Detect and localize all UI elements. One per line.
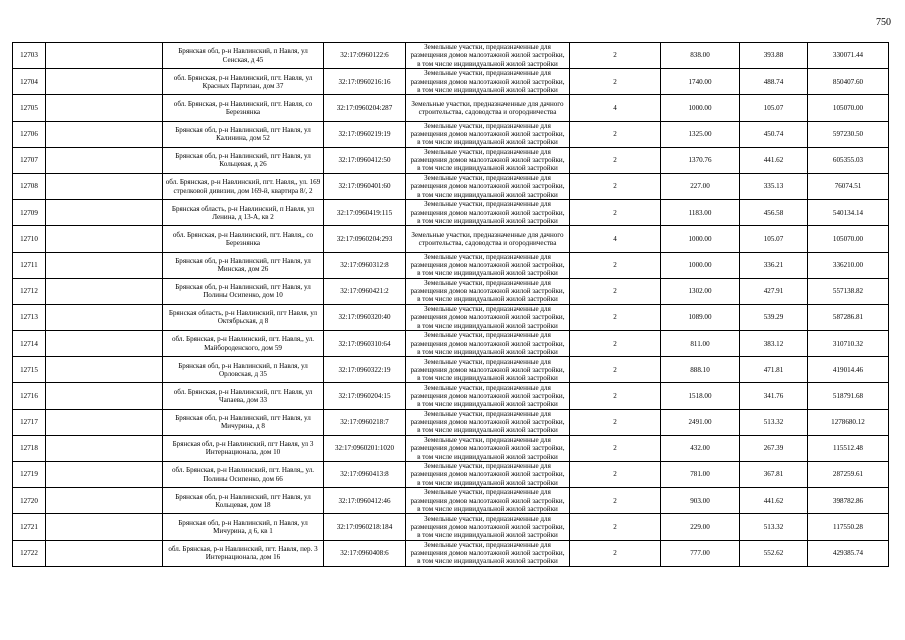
cadastral-value-cell: 1278680.12 bbox=[808, 409, 889, 435]
land-purpose-cell: Земельные участки, предназначенные для размещения домов малоэтажной жилой застройки, в том числе индивидуальной жилой застройки bbox=[406, 69, 570, 95]
page-number: 750 bbox=[876, 17, 891, 28]
table-body bbox=[13, 43, 889, 567]
blank-cell bbox=[46, 95, 163, 121]
land-purpose-cell: Земельные участки, предназначенные для размещения домов малоэтажной жилой застройки, в том числе индивидуальной жилой застройки bbox=[406, 278, 570, 304]
specific-value-cell: 335.13 bbox=[740, 173, 808, 199]
specific-value-cell: 105.07 bbox=[740, 226, 808, 252]
land-purpose-cell: Земельные участки, предназначенные для размещения домов малоэтажной жилой застройки, в том числе индивидуальной жилой застройки bbox=[406, 252, 570, 278]
cadastral-number-cell: 32:17:0960320:40 bbox=[324, 304, 406, 330]
address-cell: Брянская обл, р-н Навлинский, пгт Навля, ул 3 Интернационала, дом 10 bbox=[163, 435, 324, 461]
row-number: 12720 bbox=[13, 488, 46, 514]
cadastral-number-cell: 32:17:0960218:184 bbox=[324, 514, 406, 540]
cadastral-value-cell: 557138.82 bbox=[808, 278, 889, 304]
row-number: 12710 bbox=[13, 226, 46, 252]
land-purpose-cell: Земельные участки, предназначенные для размещения домов малоэтажной жилой застройки, в том числе индивидуальной жилой застройки bbox=[406, 173, 570, 199]
area-cell: 1370.76 bbox=[661, 147, 740, 173]
blank-cell bbox=[46, 69, 163, 95]
blank-cell bbox=[46, 226, 163, 252]
address-cell: Брянская обл, р-н Навлинский, п Навля, ул Орловская, д 35 bbox=[163, 357, 324, 383]
land-purpose-cell: Земельные участки, предназначенные для размещения домов малоэтажной жилой застройки, в том числе индивидуальной жилой застройки bbox=[406, 121, 570, 147]
table-row bbox=[13, 514, 889, 540]
group-cell: 2 bbox=[570, 278, 661, 304]
table-row bbox=[13, 69, 889, 95]
land-purpose-cell: Земельные участки, предназначенные для размещения домов малоэтажной жилой застройки, в том числе индивидуальной жилой застройки bbox=[406, 331, 570, 357]
row-number: 12715 bbox=[13, 357, 46, 383]
area-cell: 811.00 bbox=[661, 331, 740, 357]
row-number: 12709 bbox=[13, 200, 46, 226]
table-row bbox=[13, 200, 889, 226]
group-cell: 2 bbox=[570, 43, 661, 69]
area-cell: 1183.00 bbox=[661, 200, 740, 226]
blank-cell bbox=[46, 488, 163, 514]
area-cell: 1089.00 bbox=[661, 304, 740, 330]
cadastral-value-cell: 105070.00 bbox=[808, 95, 889, 121]
table-row bbox=[13, 540, 889, 566]
table-row bbox=[13, 462, 889, 488]
group-cell: 2 bbox=[570, 200, 661, 226]
cadastral-value-cell: 419014.46 bbox=[808, 357, 889, 383]
table-row bbox=[13, 252, 889, 278]
cadastral-number-cell: 32:17:0960122:6 bbox=[324, 43, 406, 69]
blank-cell bbox=[46, 173, 163, 199]
address-cell: обл. Брянская, р-н Навлинский, пгт. Навля, ул Чапаева, дом 33 bbox=[163, 383, 324, 409]
cadastral-value-cell: 336210.00 bbox=[808, 252, 889, 278]
area-cell: 2491.00 bbox=[661, 409, 740, 435]
area-cell: 227.00 bbox=[661, 173, 740, 199]
land-purpose-cell: Земельные участки, предназначенные для размещения домов малоэтажной жилой застройки, в том числе индивидуальной жилой застройки bbox=[406, 200, 570, 226]
group-cell: 4 bbox=[570, 226, 661, 252]
group-cell: 2 bbox=[570, 409, 661, 435]
row-number: 12721 bbox=[13, 514, 46, 540]
cadastral-value-cell: 850407.60 bbox=[808, 69, 889, 95]
blank-cell bbox=[46, 252, 163, 278]
area-cell: 903.00 bbox=[661, 488, 740, 514]
blank-cell bbox=[46, 331, 163, 357]
area-cell: 1000.00 bbox=[661, 252, 740, 278]
area-cell: 1000.00 bbox=[661, 95, 740, 121]
land-purpose-cell: Земельные участки, предназначенные для размещения домов малоэтажной жилой застройки, в том числе индивидуальной жилой застройки bbox=[406, 383, 570, 409]
address-cell: обл. Брянская, р-н Навлинский, пгт. Навля,, ул. 169 стрелковой дивизии, дом 169-й, квартира 8/, 2 bbox=[163, 173, 324, 199]
cadastral-number-cell: 32:17:0960204:287 bbox=[324, 95, 406, 121]
land-purpose-cell: Земельные участки, предназначенные для дачного строительства, садоводства и огородничества bbox=[406, 226, 570, 252]
blank-cell bbox=[46, 278, 163, 304]
specific-value-cell: 471.81 bbox=[740, 357, 808, 383]
cadastral-value-cell: 76074.51 bbox=[808, 173, 889, 199]
area-cell: 1518.00 bbox=[661, 383, 740, 409]
cadastral-value-cell: 330071.44 bbox=[808, 43, 889, 69]
row-number: 12718 bbox=[13, 435, 46, 461]
address-cell: Брянская область, р-н Навлинский, пгт Навля, ул Октябрьская, д 8 bbox=[163, 304, 324, 330]
specific-value-cell: 393.88 bbox=[740, 43, 808, 69]
cadastral-value-cell: 115512.48 bbox=[808, 435, 889, 461]
blank-cell bbox=[46, 304, 163, 330]
cadastral-number-cell: 32:17:0960201:1020 bbox=[324, 435, 406, 461]
cadastral-number-cell: 32:17:0960216:16 bbox=[324, 69, 406, 95]
blank-cell bbox=[46, 200, 163, 226]
address-cell: Брянская обл, р-н Навлинский, п Навля, ул Сенская, д 45 bbox=[163, 43, 324, 69]
table-row bbox=[13, 304, 889, 330]
area-cell: 777.00 bbox=[661, 540, 740, 566]
cadastral-number-cell: 32:17:0960204:15 bbox=[324, 383, 406, 409]
cadastral-number-cell: 32:17:0960218:7 bbox=[324, 409, 406, 435]
specific-value-cell: 539.29 bbox=[740, 304, 808, 330]
cadastral-number-cell: 32:17:0960408:6 bbox=[324, 540, 406, 566]
blank-cell bbox=[46, 357, 163, 383]
group-cell: 2 bbox=[570, 304, 661, 330]
specific-value-cell: 367.81 bbox=[740, 462, 808, 488]
cadastral-value-cell: 518791.68 bbox=[808, 383, 889, 409]
blank-cell bbox=[46, 147, 163, 173]
table-row bbox=[13, 357, 889, 383]
cadastral-value-cell: 540134.14 bbox=[808, 200, 889, 226]
address-cell: обл. Брянская, р-н Навлинский, пгт. Навля, со Березнянка bbox=[163, 95, 324, 121]
group-cell: 2 bbox=[570, 514, 661, 540]
cadastral-value-cell: 429385.74 bbox=[808, 540, 889, 566]
land-purpose-cell: Земельные участки, предназначенные для размещения домов малоэтажной жилой застройки, в том числе индивидуальной жилой застройки bbox=[406, 147, 570, 173]
table-row bbox=[13, 95, 889, 121]
table-row bbox=[13, 488, 889, 514]
land-purpose-cell: Земельные участки, предназначенные для размещения домов малоэтажной жилой застройки, в том числе индивидуальной жилой застройки bbox=[406, 357, 570, 383]
address-cell: обл. Брянская, р-н Навлинский, пгт. Навля, ул Красных Партизан, дом 37 bbox=[163, 69, 324, 95]
specific-value-cell: 441.62 bbox=[740, 488, 808, 514]
specific-value-cell: 383.12 bbox=[740, 331, 808, 357]
blank-cell bbox=[46, 514, 163, 540]
cadastral-value-cell: 597230.50 bbox=[808, 121, 889, 147]
row-number: 12703 bbox=[13, 43, 46, 69]
area-cell: 1000.00 bbox=[661, 226, 740, 252]
table-row bbox=[13, 409, 889, 435]
cadastral-number-cell: 32:17:0960401:60 bbox=[324, 173, 406, 199]
address-cell: обл. Брянская, р-н Навлинский, пгт. Навля,, со Березнянка bbox=[163, 226, 324, 252]
cadastral-number-cell: 32:17:0960322:19 bbox=[324, 357, 406, 383]
group-cell: 2 bbox=[570, 121, 661, 147]
group-cell: 2 bbox=[570, 383, 661, 409]
cadastral-number-cell: 32:17:0960412:50 bbox=[324, 147, 406, 173]
land-purpose-cell: Земельные участки, предназначенные для размещения домов малоэтажной жилой застройки, в том числе индивидуальной жилой застройки bbox=[406, 540, 570, 566]
blank-cell bbox=[46, 383, 163, 409]
specific-value-cell: 450.74 bbox=[740, 121, 808, 147]
cadastral-value-cell: 105070.00 bbox=[808, 226, 889, 252]
table-row bbox=[13, 331, 889, 357]
table-row bbox=[13, 278, 889, 304]
area-cell: 1740.00 bbox=[661, 69, 740, 95]
land-purpose-cell: Земельные участки, предназначенные для дачного строительства, садоводства и огородничества bbox=[406, 95, 570, 121]
cadastral-value-cell: 398782.86 bbox=[808, 488, 889, 514]
specific-value-cell: 513.32 bbox=[740, 514, 808, 540]
row-number: 12713 bbox=[13, 304, 46, 330]
address-cell: Брянская обл, р-н Навлинский, пгт Навля, ул Мичурина, д 8 bbox=[163, 409, 324, 435]
address-cell: Брянская обл, р-н Навлинский, пгт Навля, ул Кольцевая, д 26 bbox=[163, 147, 324, 173]
row-number: 12706 bbox=[13, 121, 46, 147]
address-cell: Брянская область, р-н Навлинский, п Навля, ул Ленина, д 13-А, кв 2 bbox=[163, 200, 324, 226]
blank-cell bbox=[46, 121, 163, 147]
area-cell: 781.00 bbox=[661, 462, 740, 488]
group-cell: 2 bbox=[570, 540, 661, 566]
table-row bbox=[13, 147, 889, 173]
area-cell: 888.10 bbox=[661, 357, 740, 383]
row-number: 12716 bbox=[13, 383, 46, 409]
specific-value-cell: 427.91 bbox=[740, 278, 808, 304]
cadastral-number-cell: 32:17:0960219:19 bbox=[324, 121, 406, 147]
row-number: 12708 bbox=[13, 173, 46, 199]
address-cell: Брянская обл, р-н Навлинский, пгт Навля, ул Минская, дом 26 bbox=[163, 252, 324, 278]
address-cell: Брянская обл, р-н Навлинский, пгт Навля, ул Кольцевая, дом 18 bbox=[163, 488, 324, 514]
land-purpose-cell: Земельные участки, предназначенные для размещения домов малоэтажной жилой застройки, в том числе индивидуальной жилой застройки bbox=[406, 43, 570, 69]
land-registry-table bbox=[12, 42, 889, 567]
specific-value-cell: 456.58 bbox=[740, 200, 808, 226]
address-cell: обл. Брянская, р-н Навлинский, пгт. Навля,, ул. Полины Осипенко, дом 66 bbox=[163, 462, 324, 488]
group-cell: 2 bbox=[570, 147, 661, 173]
group-cell: 4 bbox=[570, 95, 661, 121]
group-cell: 2 bbox=[570, 173, 661, 199]
group-cell: 2 bbox=[570, 69, 661, 95]
table-row bbox=[13, 121, 889, 147]
table-row bbox=[13, 383, 889, 409]
row-number: 12719 bbox=[13, 462, 46, 488]
row-number: 12714 bbox=[13, 331, 46, 357]
table-row bbox=[13, 173, 889, 199]
blank-cell bbox=[46, 43, 163, 69]
specific-value-cell: 552.62 bbox=[740, 540, 808, 566]
group-cell: 2 bbox=[570, 462, 661, 488]
cadastral-value-cell: 605355.03 bbox=[808, 147, 889, 173]
land-purpose-cell: Земельные участки, предназначенные для размещения домов малоэтажной жилой застройки, в том числе индивидуальной жилой застройки bbox=[406, 409, 570, 435]
cadastral-number-cell: 32:17:0960412:46 bbox=[324, 488, 406, 514]
group-cell: 2 bbox=[570, 252, 661, 278]
specific-value-cell: 341.76 bbox=[740, 383, 808, 409]
address-cell: обл. Брянская, р-н Навлинский, пгт. Навля,, ул. Майбороденского, дом 59 bbox=[163, 331, 324, 357]
row-number: 12717 bbox=[13, 409, 46, 435]
land-purpose-cell: Земельные участки, предназначенные для размещения домов малоэтажной жилой застройки, в том числе индивидуальной жилой застройки bbox=[406, 304, 570, 330]
cadastral-value-cell: 287259.61 bbox=[808, 462, 889, 488]
row-number: 12707 bbox=[13, 147, 46, 173]
row-number: 12712 bbox=[13, 278, 46, 304]
table-row bbox=[13, 226, 889, 252]
cadastral-value-cell: 117550.28 bbox=[808, 514, 889, 540]
specific-value-cell: 441.62 bbox=[740, 147, 808, 173]
cadastral-number-cell: 32:17:0960204:293 bbox=[324, 226, 406, 252]
area-cell: 229.00 bbox=[661, 514, 740, 540]
specific-value-cell: 513.32 bbox=[740, 409, 808, 435]
cadastral-number-cell: 32:17:0960413:8 bbox=[324, 462, 406, 488]
blank-cell bbox=[46, 435, 163, 461]
group-cell: 2 bbox=[570, 435, 661, 461]
address-cell: Брянская обл, р-н Навлинский, п Навля, ул Мичурина, д 6, кв 1 bbox=[163, 514, 324, 540]
row-number: 12711 bbox=[13, 252, 46, 278]
specific-value-cell: 105.07 bbox=[740, 95, 808, 121]
cadastral-value-cell: 310710.32 bbox=[808, 331, 889, 357]
area-cell: 1325.00 bbox=[661, 121, 740, 147]
address-cell: Брянская обл, р-н Навлинский, пгт Навля, ул Калинина, дом 52 bbox=[163, 121, 324, 147]
blank-cell bbox=[46, 540, 163, 566]
group-cell: 2 bbox=[570, 331, 661, 357]
row-number: 12722 bbox=[13, 540, 46, 566]
row-number: 12705 bbox=[13, 95, 46, 121]
cadastral-number-cell: 32:17:0960421:2 bbox=[324, 278, 406, 304]
specific-value-cell: 336.21 bbox=[740, 252, 808, 278]
cadastral-number-cell: 32:17:0960310:64 bbox=[324, 331, 406, 357]
specific-value-cell: 267.39 bbox=[740, 435, 808, 461]
group-cell: 2 bbox=[570, 357, 661, 383]
blank-cell bbox=[46, 462, 163, 488]
area-cell: 838.00 bbox=[661, 43, 740, 69]
cadastral-number-cell: 32:17:0960312:8 bbox=[324, 252, 406, 278]
row-number: 12704 bbox=[13, 69, 46, 95]
group-cell: 2 bbox=[570, 488, 661, 514]
table-row bbox=[13, 43, 889, 69]
land-purpose-cell: Земельные участки, предназначенные для размещения домов малоэтажной жилой застройки, в том числе индивидуальной жилой застройки bbox=[406, 514, 570, 540]
address-cell: Брянская обл, р-н Навлинский, пгт Навля, ул Полины Осипенко, дом 10 bbox=[163, 278, 324, 304]
cadastral-value-cell: 587286.81 bbox=[808, 304, 889, 330]
blank-cell bbox=[46, 409, 163, 435]
area-cell: 432.00 bbox=[661, 435, 740, 461]
area-cell: 1302.00 bbox=[661, 278, 740, 304]
land-purpose-cell: Земельные участки, предназначенные для размещения домов малоэтажной жилой застройки, в том числе индивидуальной жилой застройки bbox=[406, 488, 570, 514]
table-row bbox=[13, 435, 889, 461]
cadastral-number-cell: 32:17:0960419:115 bbox=[324, 200, 406, 226]
land-purpose-cell: Земельные участки, предназначенные для размещения домов малоэтажной жилой застройки, в том числе индивидуальной жилой застройки bbox=[406, 462, 570, 488]
address-cell: обл. Брянская, р-н Навлинский, пгт. Навля, пер. 3 Интернационала, дом 16 bbox=[163, 540, 324, 566]
land-purpose-cell: Земельные участки, предназначенные для размещения домов малоэтажной жилой застройки, в том числе индивидуальной жилой застройки bbox=[406, 435, 570, 461]
specific-value-cell: 488.74 bbox=[740, 69, 808, 95]
